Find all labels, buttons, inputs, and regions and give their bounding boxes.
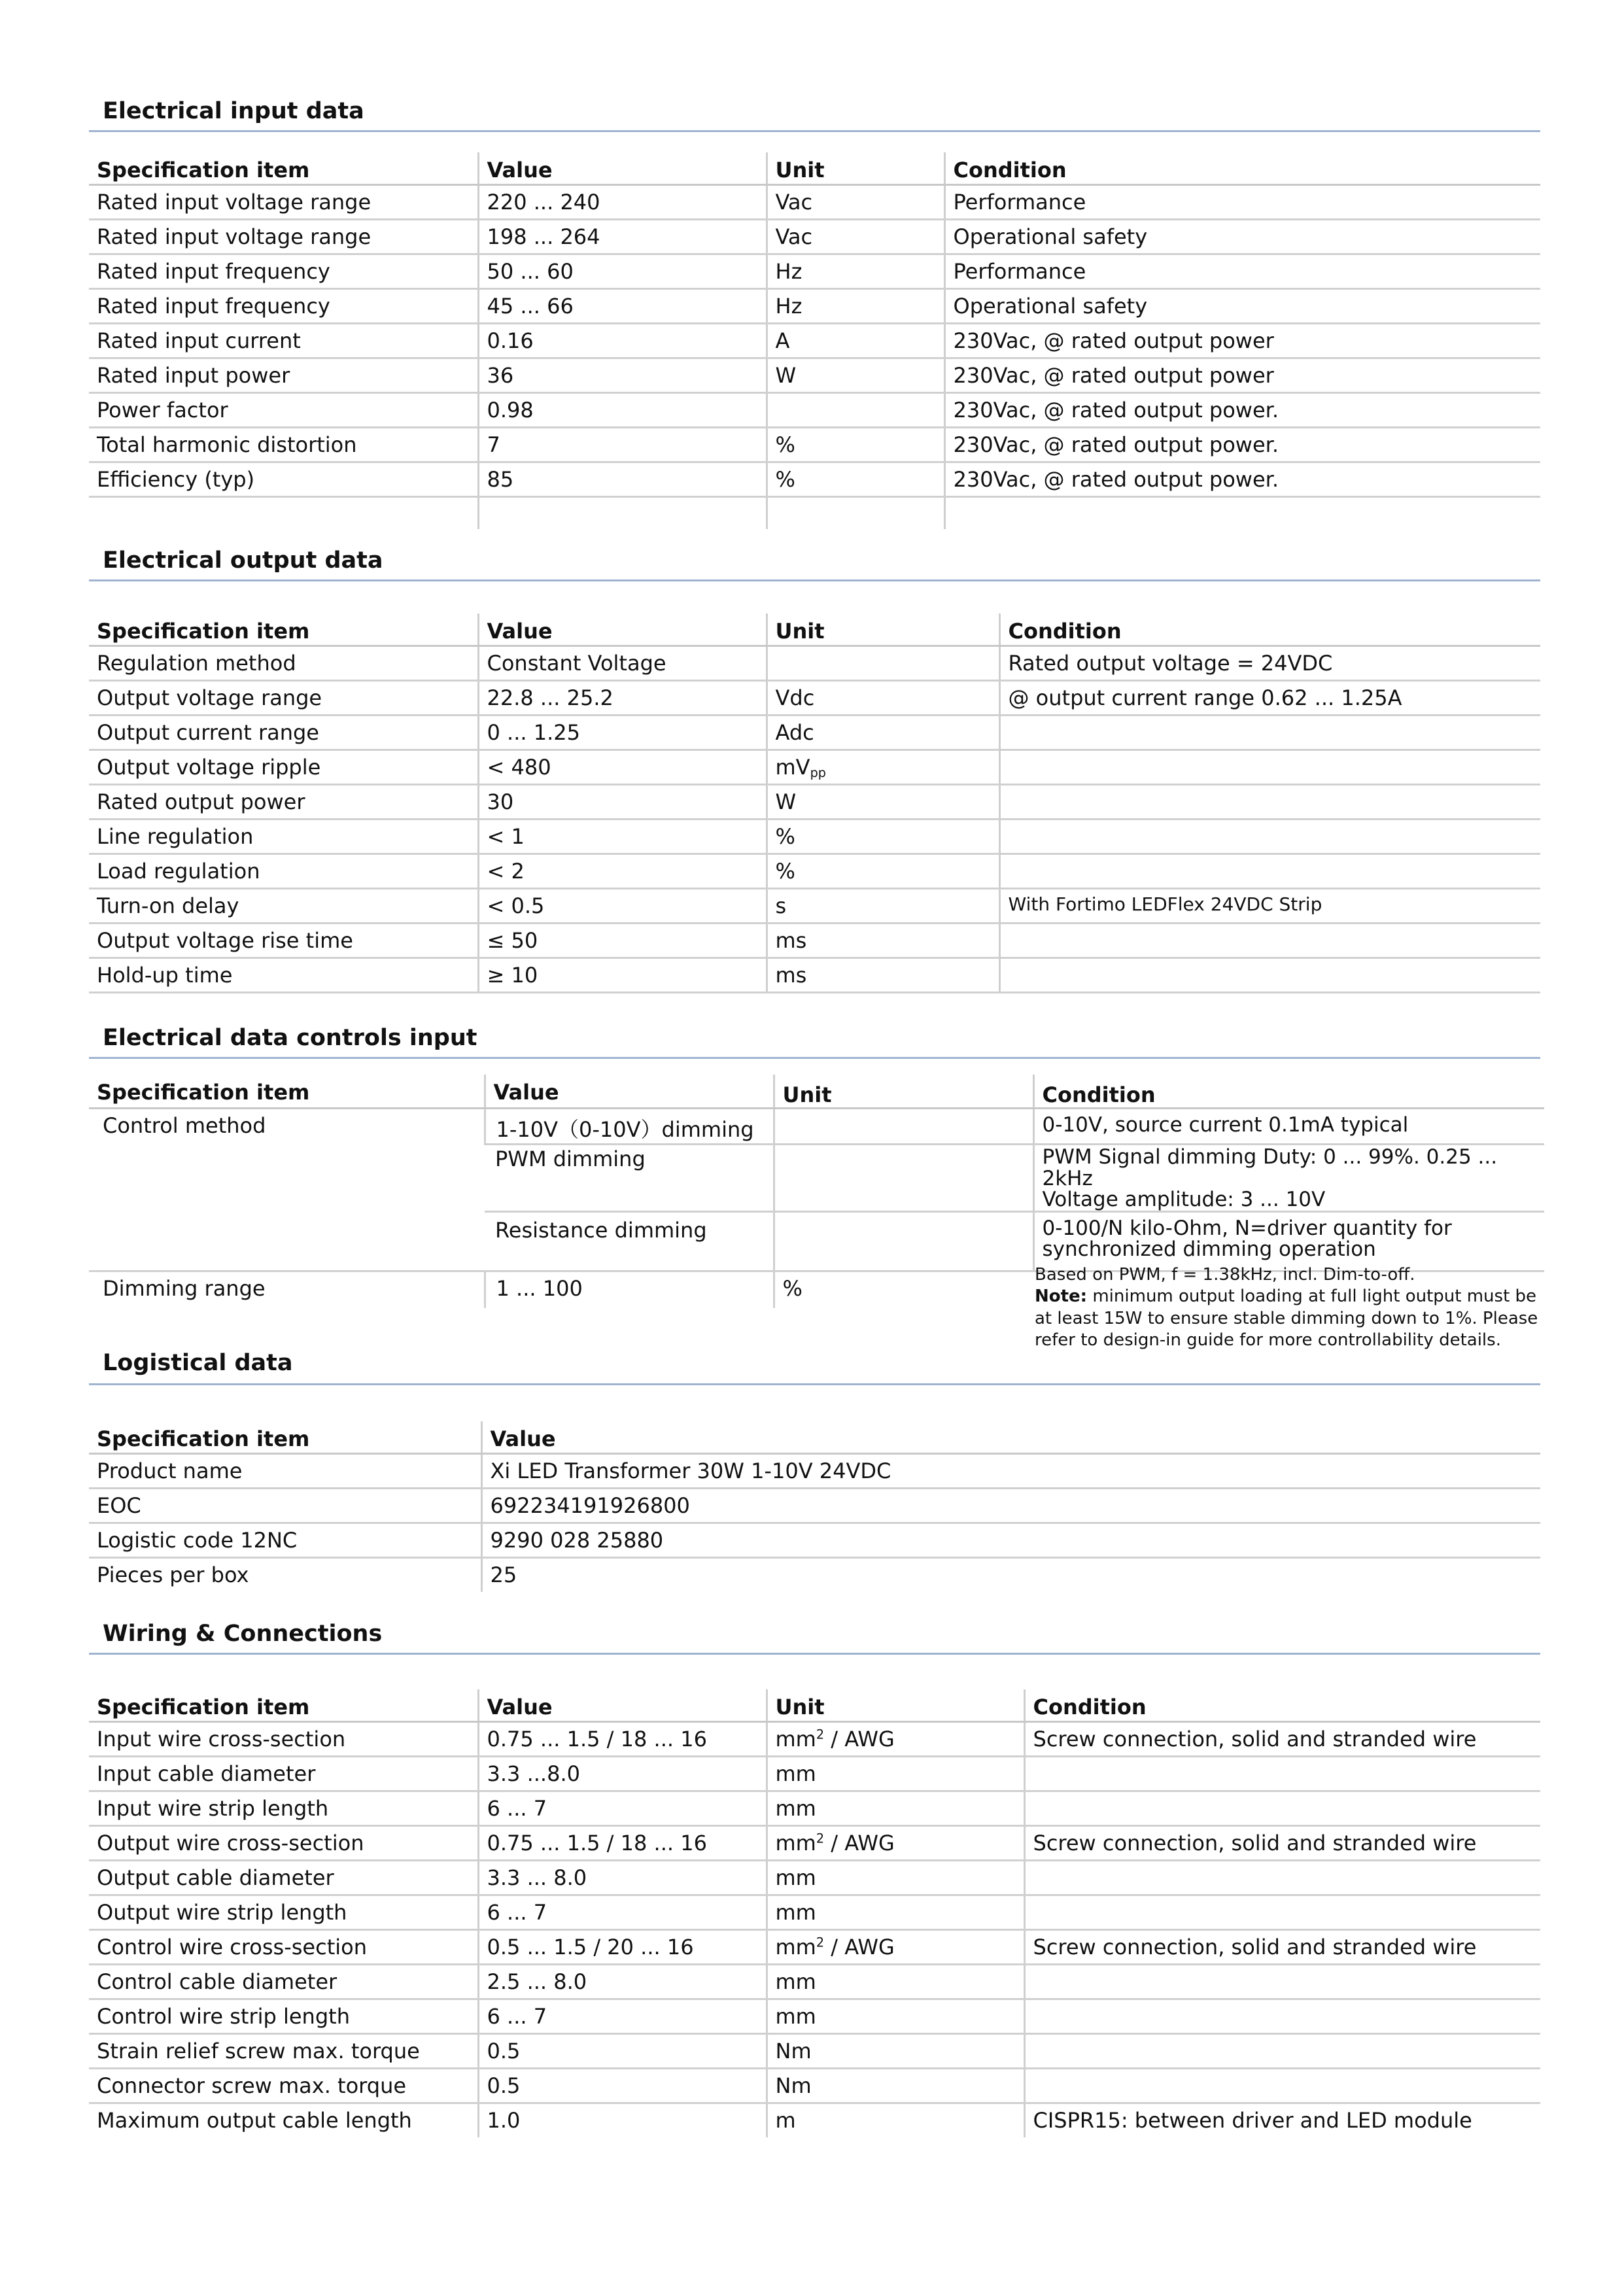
unit-text: mm	[775, 1830, 816, 1855]
section-title-wiring: Wiring & Connections	[103, 1621, 383, 1647]
unit-cell: Hz	[767, 254, 944, 288]
table-row	[89, 358, 1540, 392]
section-divider	[89, 130, 1540, 132]
table-row	[89, 854, 1540, 888]
unit-cell: ms	[767, 958, 999, 992]
unit-cell: A	[767, 323, 944, 358]
table-row	[89, 680, 1540, 715]
spec-item-cell: Rated input frequency	[89, 288, 478, 323]
value-cell: 0.5	[478, 2033, 767, 2068]
spec-item-cell: Control wire cross-section	[89, 1929, 478, 1964]
spec-item-cell: Regulation method	[89, 646, 478, 680]
spec-item-cell: Line regulation	[89, 819, 478, 854]
condition-line: Voltage amplitude: 3 ... 10V	[1042, 1188, 1326, 1212]
condition-cell	[1024, 1964, 1540, 1999]
empty-cell	[944, 496, 1540, 529]
unit-cell: %	[767, 819, 999, 854]
value-cell: 3.3 ...8.0	[478, 1756, 767, 1791]
condition-cell: Screw connection, solid and stranded wire	[1024, 1929, 1540, 1964]
column-header-spec-item: Specification item	[89, 1689, 478, 1721]
value-cell: ≥ 10	[478, 958, 767, 992]
condition-cell: Screw connection, solid and stranded wire	[1024, 1825, 1540, 1860]
spec-item-cell: Hold-up time	[89, 958, 478, 992]
condition-cell	[999, 715, 1540, 750]
table-row	[89, 1453, 1540, 1488]
section-title-logistical: Logistical data	[103, 1350, 293, 1376]
condition-cell: 230Vac, @ rated output power.	[944, 392, 1540, 427]
spec-item-cell: Output wire strip length	[89, 1895, 478, 1929]
condition-cell: Operational safety	[944, 288, 1540, 323]
unit-cell: mm	[767, 1860, 1024, 1895]
table-row	[89, 219, 1540, 254]
spec-item-cell: Input wire cross-section	[89, 1721, 478, 1756]
value-cell: 692234191926800	[481, 1488, 1540, 1523]
condition-cell	[999, 923, 1540, 958]
spec-item-cell: Strain relief screw max. torque	[89, 2033, 478, 2068]
unit-superscript: 2	[816, 1726, 825, 1742]
condition-line: 0-100/N kilo-Ohm, N=driver quantity for	[1042, 1216, 1452, 1240]
column-header-unit: Unit	[767, 613, 999, 646]
value-cell: 0.75 ... 1.5 / 18 ... 16	[478, 1721, 767, 1756]
spec-item-cell: Output current range	[89, 715, 478, 750]
unit-cell: %	[767, 462, 944, 496]
condition-cell	[1033, 1211, 1544, 1271]
spec-item-cell: Output wire cross-section	[89, 1825, 478, 1860]
value-cell: 6 ... 7	[478, 1895, 767, 1929]
column-header-condition: Condition	[944, 152, 1540, 184]
spec-item-cell: Dimming range	[103, 1275, 266, 1301]
unit-cell: %	[774, 1271, 1033, 1308]
section-title-electrical-output: Electrical output data	[103, 547, 383, 574]
table-row	[89, 1929, 1540, 1964]
wiring-table	[89, 1689, 1540, 2137]
condition-cell: Performance	[944, 254, 1540, 288]
unit-cell	[774, 1211, 1033, 1271]
condition-cell: Rated output voltage = 24VDC	[999, 646, 1540, 680]
empty-cell	[767, 496, 944, 529]
table-row	[89, 323, 1540, 358]
condition-cell	[999, 819, 1540, 854]
spec-item-cell: Output voltage range	[89, 680, 478, 715]
column-header-condition: Condition	[999, 613, 1540, 646]
column-header-value: Value	[478, 613, 767, 646]
condition-cell	[999, 784, 1540, 819]
value-cell: 6 ... 7	[478, 1999, 767, 2033]
section-divider	[89, 579, 1540, 581]
value-cell: 0.98	[478, 392, 767, 427]
table-row	[89, 819, 1540, 854]
column-header-spec-item: Specification item	[89, 152, 478, 184]
condition-cell: 0-10V, source current 0.1mA typical	[1033, 1109, 1544, 1145]
unit-cell	[767, 1929, 1024, 1964]
spec-item-cell: Connector screw max. torque	[89, 2068, 478, 2103]
unit-cell: m	[767, 2103, 1024, 2137]
spec-item-cell: Control wire strip length	[89, 1999, 478, 2033]
table-row	[89, 288, 1540, 323]
value-cell: Constant Voltage	[478, 646, 767, 680]
unit-cell: mm	[767, 1756, 1024, 1791]
condition-cell: With Fortimo LEDFlex 24VDC Strip	[999, 888, 1540, 923]
condition-cell: 230Vac, @ rated output power	[944, 358, 1540, 392]
value-cell: 198 ... 264	[478, 219, 767, 254]
condition-cell: 230Vac, @ rated output power.	[944, 427, 1540, 462]
dimming-range-note	[1035, 1264, 1538, 1351]
table-row	[89, 2103, 1540, 2137]
unit-cell: Adc	[767, 715, 999, 750]
condition-cell: @ output current range 0.62 ... 1.25A	[999, 680, 1540, 715]
value-cell: Resistance dimming	[485, 1211, 774, 1271]
condition-cell: Screw connection, solid and stranded wire	[1024, 1721, 1540, 1756]
condition-cell	[1024, 2068, 1540, 2103]
unit-text: mm	[775, 1934, 816, 1959]
unit-cell: Vac	[767, 184, 944, 219]
value-cell: 0.75 ... 1.5 / 18 ... 16	[478, 1825, 767, 1860]
table-row	[89, 1109, 1544, 1145]
condition-cell	[1033, 1145, 1544, 1212]
column-header-condition: Condition	[1024, 1689, 1540, 1721]
value-cell: 1.0	[478, 2103, 767, 2137]
table-row	[89, 1860, 1540, 1895]
spec-item-cell: Power factor	[89, 392, 478, 427]
electrical-output-table	[89, 613, 1540, 993]
table-row	[89, 646, 1540, 680]
unit-cell	[767, 646, 999, 680]
unit-cell: mm	[767, 1895, 1024, 1929]
spec-item-cell: Rated input frequency	[89, 254, 478, 288]
unit-text: mm	[775, 1726, 816, 1751]
spec-item-cell: Output cable diameter	[89, 1860, 478, 1895]
unit-subscript: pp	[810, 765, 826, 780]
spec-item-cell: EOC	[89, 1488, 481, 1523]
column-header-spec-item: Specification item	[89, 1075, 485, 1109]
table-row	[89, 715, 1540, 750]
table-row	[89, 2033, 1540, 2068]
unit-cell	[774, 1109, 1033, 1145]
unit-cell: Nm	[767, 2033, 1024, 2068]
condition-cell: 230Vac, @ rated output power.	[944, 462, 1540, 496]
unit-cell: W	[767, 784, 999, 819]
electrical-input-table	[89, 152, 1540, 529]
section-title-controls-input: Electrical data controls input	[103, 1025, 477, 1051]
unit-cell	[767, 1721, 1024, 1756]
column-header-condition: Condition	[1033, 1075, 1544, 1109]
empty-cell	[478, 496, 767, 529]
unit-suffix: / AWG	[824, 1830, 895, 1855]
value-cell: < 0.5	[478, 888, 767, 923]
spec-item-cell: Pieces per box	[97, 1562, 249, 1587]
unit-text: mV	[775, 754, 810, 780]
condition-line: synchronized dimming operation	[1042, 1237, 1376, 1262]
value-cell: 25	[481, 1557, 1540, 1592]
spec-item-cell: Efficiency (typ)	[89, 462, 478, 496]
spec-item-cell: Rated output power	[89, 784, 478, 819]
section-divider	[89, 1383, 1540, 1385]
column-header-value: Value	[481, 1421, 1540, 1453]
value-cell: ≤ 50	[478, 923, 767, 958]
table-row	[89, 1721, 1540, 1756]
spec-item-cell: Logistic code 12NC	[89, 1523, 481, 1557]
value-cell: 1 ... 100	[485, 1271, 774, 1308]
section-divider	[89, 1057, 1540, 1059]
unit-cell	[767, 1825, 1024, 1860]
dimming-note-line: Based on PWM, f = 1.38kHz, incl. Dim-to-off.	[1035, 1265, 1415, 1285]
table-row	[89, 254, 1540, 288]
condition-cell	[1024, 1895, 1540, 1929]
unit-cell: s	[767, 888, 999, 923]
table-row	[89, 958, 1540, 992]
value-cell: 2.5 ... 8.0	[478, 1964, 767, 1999]
value-cell: 50 ... 60	[478, 254, 767, 288]
table-header-row	[89, 613, 1540, 646]
spec-item-cell: Turn-on delay	[89, 888, 478, 923]
unit-cell: Hz	[767, 288, 944, 323]
unit-cell: Nm	[767, 2068, 1024, 2103]
unit-cell: %	[767, 427, 944, 462]
condition-cell	[1024, 1999, 1540, 2033]
spec-item-cell: Rated input current	[89, 323, 478, 358]
value-cell: 30	[478, 784, 767, 819]
spec-item-cell: Input cable diameter	[89, 1756, 478, 1791]
table-row	[89, 1825, 1540, 1860]
table-row	[89, 1488, 1540, 1523]
unit-cell: %	[767, 854, 999, 888]
logistical-table	[89, 1421, 1540, 1592]
table-row	[89, 1791, 1540, 1825]
value-cell: 22.8 ... 25.2	[478, 680, 767, 715]
spec-item-cell: Control cable diameter	[89, 1964, 478, 1999]
spec-item-cell: Load regulation	[89, 854, 478, 888]
unit-cell	[774, 1145, 1033, 1212]
value-cell: 0 ... 1.25	[478, 715, 767, 750]
condition-cell: 230Vac, @ rated output power	[944, 323, 1540, 358]
unit-cell: ms	[767, 923, 999, 958]
value-cell: 0.5	[478, 2068, 767, 2103]
table-header-row	[89, 1421, 1540, 1453]
note-body: minimum output loading at full light output must be at least 15W to ensure stable dimming down to 1%. Please refer to design-in guide for more controllability details.	[1035, 1286, 1538, 1350]
column-header-unit: Unit	[774, 1075, 1033, 1109]
value-cell: PWM dimming	[485, 1145, 774, 1212]
table-row	[89, 923, 1540, 958]
table-row	[89, 1964, 1540, 1999]
spec-item-cell: Rated input voltage range	[89, 184, 478, 219]
column-header-unit: Unit	[767, 152, 944, 184]
value-cell: 7	[478, 427, 767, 462]
value-cell: 1-10V（0-10V）dimming	[485, 1109, 774, 1145]
table-row	[89, 184, 1540, 219]
section-divider	[89, 1653, 1540, 1655]
value-cell: 0.5 ... 1.5 / 20 ... 16	[478, 1929, 767, 1964]
unit-cell: mm	[767, 1964, 1024, 1999]
column-header-unit: Unit	[767, 1689, 1024, 1721]
value-cell: < 480	[478, 750, 767, 784]
table-row	[89, 2068, 1540, 2103]
table-row	[89, 784, 1540, 819]
table-row	[89, 888, 1540, 923]
value-cell: 6 ... 7	[478, 1791, 767, 1825]
empty-cell	[89, 496, 478, 529]
column-header-spec-item: Specification item	[89, 1421, 481, 1453]
value-cell: 45 ... 66	[478, 288, 767, 323]
table-row	[89, 462, 1540, 496]
value-cell: < 1	[478, 819, 767, 854]
condition-cell	[1024, 1791, 1540, 1825]
column-header-value: Value	[485, 1075, 774, 1109]
table-header-row	[89, 1075, 1544, 1109]
table-row-empty	[89, 496, 1540, 529]
condition-cell: Performance	[944, 184, 1540, 219]
condition-cell	[1024, 1860, 1540, 1895]
spec-item-cell: Product name	[89, 1453, 481, 1488]
spec-item-cell: Output voltage ripple	[89, 750, 478, 784]
table-row	[89, 427, 1540, 462]
value-cell: 3.3 ... 8.0	[478, 1860, 767, 1895]
spec-item-cell: Rated input voltage range	[89, 219, 478, 254]
unit-cell: Vac	[767, 219, 944, 254]
value-cell: 36	[478, 358, 767, 392]
condition-line: PWM Signal dimming Duty: 0 ... 99%. 0.25 ... 2kHz	[1042, 1145, 1498, 1190]
spec-item-cell: Input wire strip length	[89, 1791, 478, 1825]
column-header-value: Value	[478, 152, 767, 184]
unit-cell	[767, 750, 999, 784]
spec-item-cell: Rated input power	[89, 358, 478, 392]
table-row	[89, 1557, 1540, 1592]
unit-cell: mm	[767, 1791, 1024, 1825]
column-header-value: Value	[478, 1689, 767, 1721]
spec-item-cell: Control method	[89, 1109, 485, 1271]
unit-suffix: / AWG	[824, 1934, 895, 1959]
dimming-note-text	[1035, 1286, 1538, 1351]
table-row	[89, 1999, 1540, 2033]
condition-cell	[999, 750, 1540, 784]
unit-superscript: 2	[816, 1934, 825, 1950]
unit-cell: W	[767, 358, 944, 392]
spec-item-cell: Total harmonic distortion	[89, 427, 478, 462]
value-cell: 9290 028 25880	[481, 1523, 1540, 1557]
spec-item-cell: Output voltage rise time	[89, 923, 478, 958]
table-header-row	[89, 152, 1540, 184]
table-row	[89, 392, 1540, 427]
unit-cell: mm	[767, 1999, 1024, 2033]
condition-cell	[999, 854, 1540, 888]
value-cell: < 2	[478, 854, 767, 888]
table-row	[89, 1523, 1540, 1557]
condition-cell	[999, 958, 1540, 992]
unit-cell: Vdc	[767, 680, 999, 715]
condition-cell	[1024, 2033, 1540, 2068]
unit-superscript: 2	[816, 1830, 825, 1846]
condition-cell: CISPR15: between driver and LED module	[1024, 2103, 1540, 2137]
unit-cell	[767, 392, 944, 427]
condition-cell	[1024, 1756, 1540, 1791]
condition-cell: Operational safety	[944, 219, 1540, 254]
table-header-row	[89, 1689, 1540, 1721]
table-row	[89, 1895, 1540, 1929]
value-cell: 220 ... 240	[478, 184, 767, 219]
value-cell: Xi LED Transformer 30W 1-10V 24VDC	[481, 1453, 1540, 1488]
spec-item-cell: Maximum output cable length	[97, 2107, 412, 2133]
value-cell: 85	[478, 462, 767, 496]
note-label: Note:	[1035, 1286, 1088, 1307]
table-row	[89, 750, 1540, 784]
table-row	[89, 1756, 1540, 1791]
value-cell: 0.16	[478, 323, 767, 358]
column-header-spec-item: Specification item	[89, 613, 478, 646]
unit-suffix: / AWG	[824, 1726, 895, 1751]
section-title-electrical-input: Electrical input data	[103, 98, 364, 124]
